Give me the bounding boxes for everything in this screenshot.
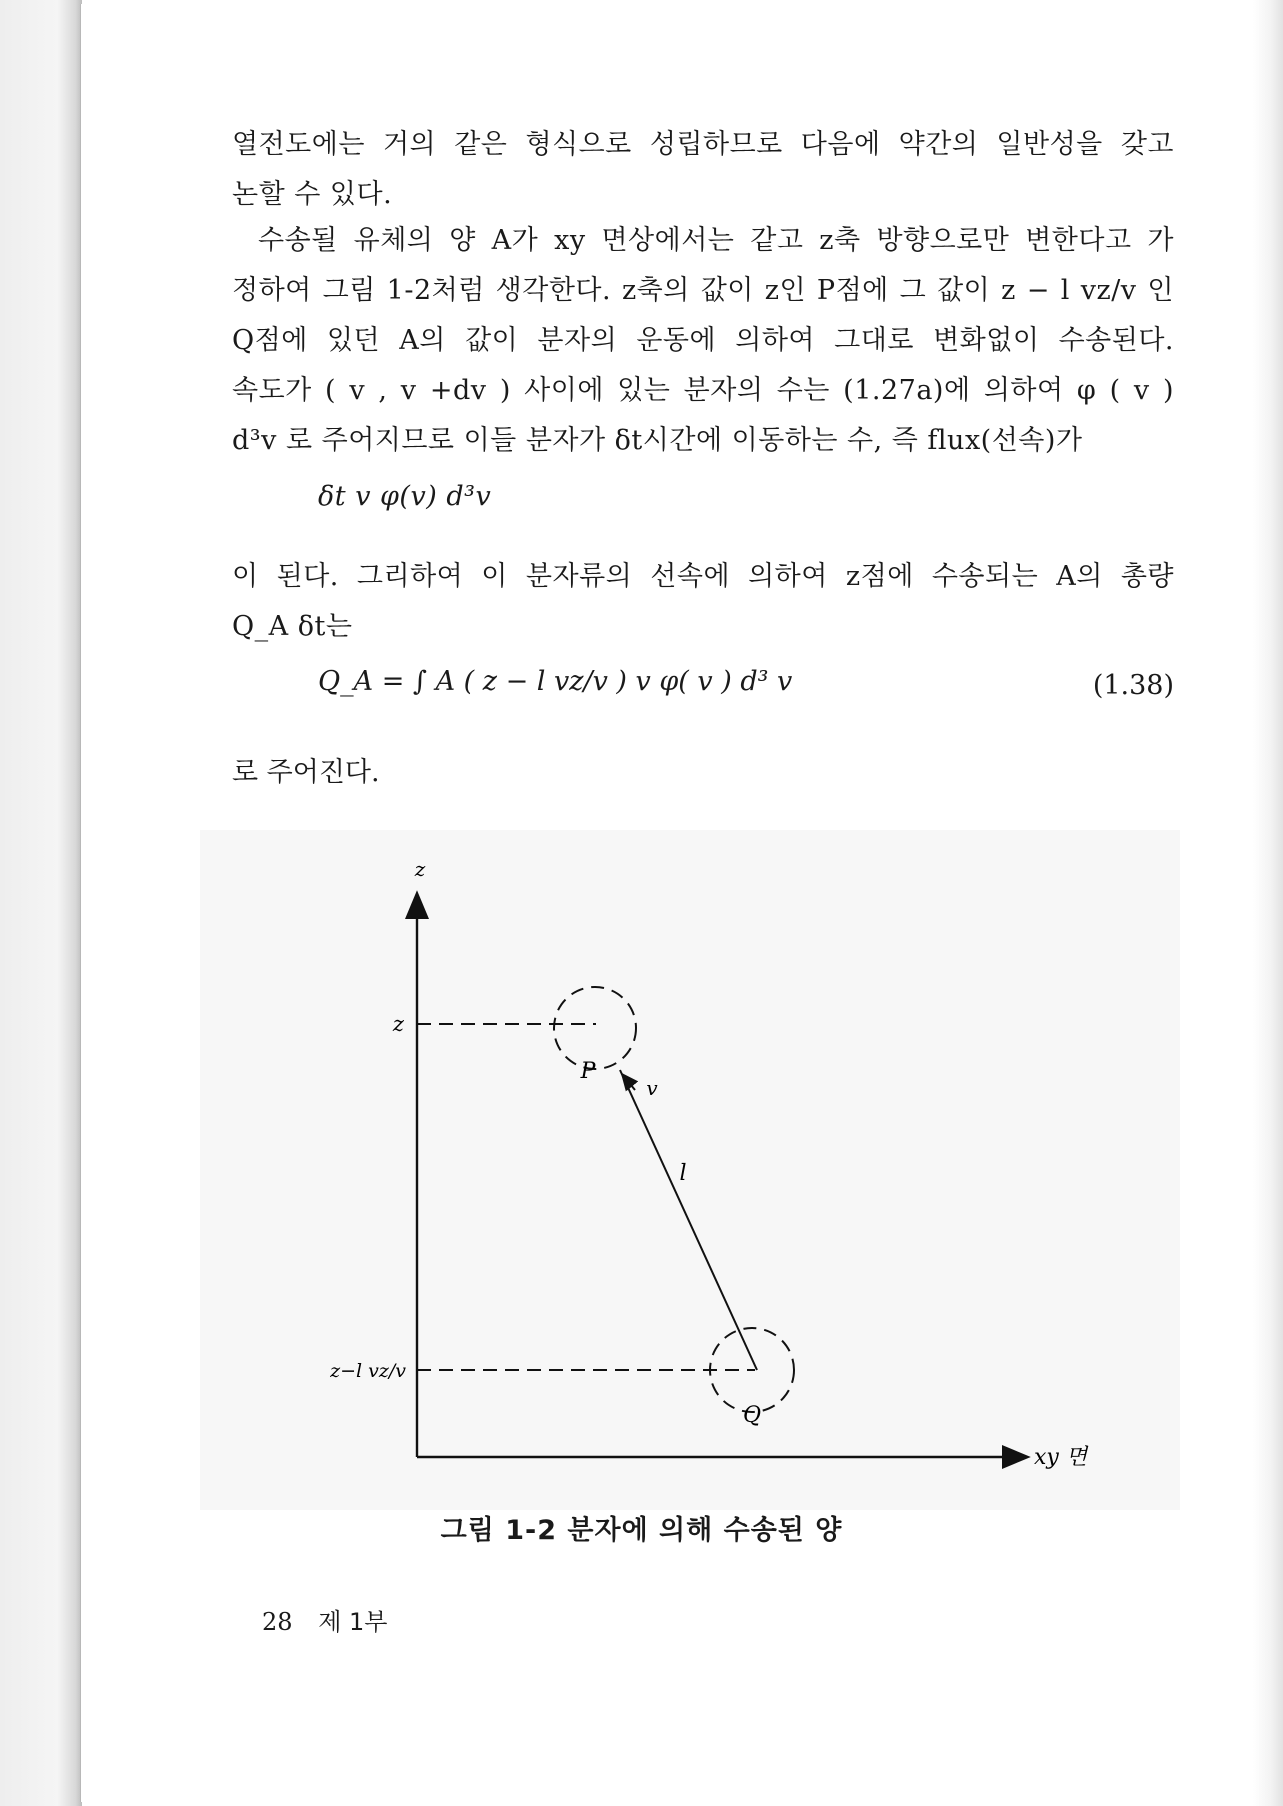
page-number: 28 [262,1608,293,1636]
equation-rhs: ∫ A ( z − l vz/v ) v φ( v ) d³ v [412,666,793,697]
segment-l-label: l [679,1161,687,1186]
axis-z-label: z [414,857,426,881]
paragraph-3-line-1: 이 된다. 그리하여 이 분자류의 선속에 의하여 z점에 수송되는 A의 총량 [232,561,1174,592]
equation-number: (1.38) [1092,670,1174,701]
velocity-v-label: v [646,1076,658,1100]
paragraph-2-line-1: 수송될 유체의 양 A가 xy 면상에서는 같고 z축 방향으로만 변한다고 가 [258,225,1174,256]
page-footer [262,1602,387,1637]
point-p-label: P [580,1059,596,1084]
paragraph-2-line-3: Q점에 있던 A의 값이 분자의 운동에 의하여 그대로 변화없이 수송된다. [232,325,1174,356]
p-neighborhood-circle [554,987,636,1069]
equation-lhs: Q_A = [318,666,405,697]
flux-expression: δt v φ(v) d³v [318,481,492,512]
paragraph-2-line-2: 정하여 그림 1-2처럼 생각한다. z축의 값이 z인 P점에 그 값이 z − l vz/v 인 [232,275,1174,306]
figure-caption: 그림 1-2 분자에 의해 수송된 양 [440,1515,843,1546]
trajectory-line-l [620,1070,757,1370]
tick-z-label: z [392,1012,404,1036]
paragraph-3-line-2: Q_A δt는 [232,611,353,642]
after-equation-text: 로 주어진다. [232,757,380,788]
paragraph-1-line-2: 논할 수 있다. [232,179,393,210]
paragraph-2-line-5: d³v 로 주어지므로 이들 분자가 δt시간에 이동하는 수, 즉 flux(선속)가 [232,425,1083,456]
axis-xy-label: xy 면 [1034,1445,1088,1470]
point-q-label: Q [742,1403,762,1428]
paragraph-1-line-1: 열전도에는 거의 같은 형식으로 성립하므로 다음에 약간의 일반성을 갖고 [232,129,1174,160]
tick-z-minus-label: z−l vz/v [330,1360,406,1382]
paragraph-2-line-4: 속도가 ( v , v +dv ) 사이에 있는 분자의 수는 (1.27a)에 의하여 φ ( v ) [232,375,1174,406]
part-label: 제 1부 [318,1608,388,1636]
